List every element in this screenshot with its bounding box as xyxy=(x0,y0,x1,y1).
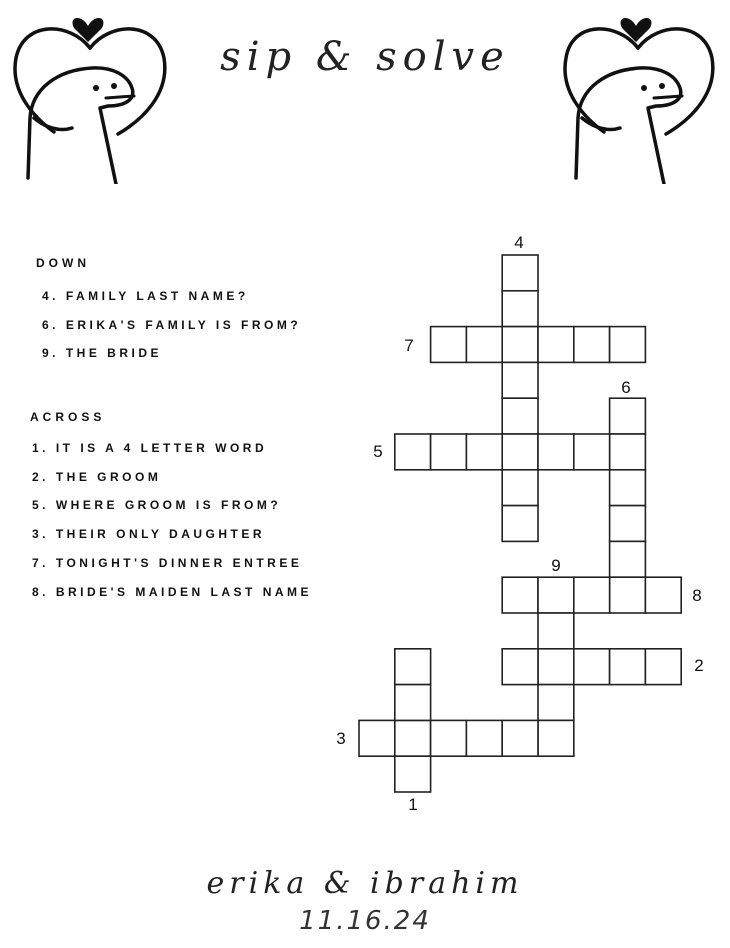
crossword-cell[interactable] xyxy=(502,434,538,470)
crossword-cell[interactable] xyxy=(502,362,538,398)
clue-item: 8. BRIDE'S MAIDEN LAST NAME xyxy=(32,584,313,599)
crossword-cell[interactable] xyxy=(395,756,431,792)
crossword-cell[interactable] xyxy=(502,291,538,327)
crossword-cell[interactable] xyxy=(610,327,646,363)
clue-item: 6. ERIKA'S FAMILY IS FROM? xyxy=(42,317,302,332)
crossword-cell[interactable] xyxy=(610,506,646,542)
crossword-cell[interactable] xyxy=(502,327,538,363)
crossword-cell[interactable] xyxy=(466,434,502,470)
clue-number: 9 xyxy=(551,556,561,575)
crossword-cell[interactable] xyxy=(502,577,538,613)
crossword-cell[interactable] xyxy=(538,649,574,685)
crossword-cell[interactable] xyxy=(610,649,646,685)
crossword-cell[interactable] xyxy=(466,327,502,363)
clue-number: 6 xyxy=(621,378,631,397)
crossword-cell[interactable] xyxy=(502,255,538,291)
clue-number: 1 xyxy=(408,795,418,814)
clue-number: 7 xyxy=(404,336,414,355)
clue-item: 4. FAMILY LAST NAME? xyxy=(42,289,249,303)
crossword-cell[interactable] xyxy=(359,720,395,756)
crossword-cell[interactable] xyxy=(574,434,610,470)
across-heading: ACROSS xyxy=(30,410,106,425)
crossword-cell[interactable] xyxy=(538,327,574,363)
clue-item: 3. THEIR ONLY DAUGHTER xyxy=(32,527,266,542)
crossword-cell[interactable] xyxy=(538,577,574,613)
crossword-cell[interactable] xyxy=(431,434,467,470)
crossword-cell[interactable] xyxy=(574,577,610,613)
crossword-cell[interactable] xyxy=(610,541,646,577)
crossword-cell[interactable] xyxy=(645,649,681,685)
crossword-cell[interactable] xyxy=(574,327,610,363)
clue-number: 5 xyxy=(373,442,383,461)
clue-item: 5. WHERE GROOM IS FROM? xyxy=(32,498,282,513)
page-title: sip & solve xyxy=(220,34,510,80)
crossword-cell[interactable] xyxy=(502,720,538,756)
crossword-cell[interactable] xyxy=(645,577,681,613)
crossword-cell[interactable] xyxy=(538,685,574,721)
crossword-cell[interactable] xyxy=(610,398,646,434)
crossword-cell[interactable] xyxy=(538,434,574,470)
clue-item: 7. TONIGHT'S DINNER ENTREE xyxy=(32,555,303,570)
event-date: 11.16.24 xyxy=(299,906,431,936)
crossword-cell[interactable] xyxy=(502,470,538,506)
clue-item: 2. THE GROOM xyxy=(32,469,162,484)
crossword-cell[interactable] xyxy=(395,720,431,756)
clue-number: 8 xyxy=(692,586,702,605)
crossword-cell[interactable] xyxy=(502,649,538,685)
crossword-cell[interactable] xyxy=(431,327,467,363)
crossword-cell[interactable] xyxy=(431,720,467,756)
clue-number: 3 xyxy=(336,729,346,748)
clue-number: 4 xyxy=(514,233,524,252)
crossword-cell[interactable] xyxy=(538,720,574,756)
crossword-cell[interactable] xyxy=(502,506,538,542)
crossword-cell[interactable] xyxy=(395,649,431,685)
crossword-cell[interactable] xyxy=(395,685,431,721)
crossword-cell[interactable] xyxy=(538,613,574,649)
crossword-cell[interactable] xyxy=(610,470,646,506)
crossword-cell[interactable] xyxy=(466,720,502,756)
crossword-cell[interactable] xyxy=(574,649,610,685)
clue-item: 1. IT IS A 4 LETTER WORD xyxy=(32,441,268,456)
crossword-cell[interactable] xyxy=(610,577,646,613)
couple-names: erika & ibrahim xyxy=(206,866,524,901)
crossword-cell[interactable] xyxy=(502,398,538,434)
clue-item: 9. THE BRIDE xyxy=(42,346,163,361)
down-heading: DOWN xyxy=(36,256,90,270)
crossword-cell[interactable] xyxy=(395,434,431,470)
crossword-cell[interactable] xyxy=(610,434,646,470)
clue-number: 2 xyxy=(694,656,704,675)
